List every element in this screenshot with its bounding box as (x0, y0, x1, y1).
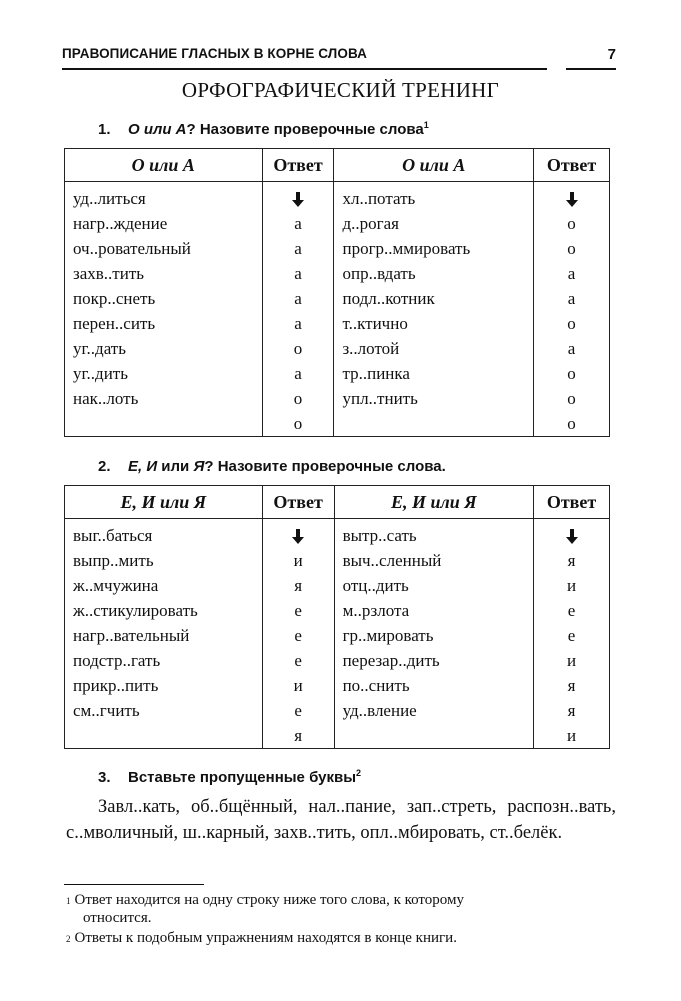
word-cell: уг..дать (65, 336, 263, 361)
word-cell: см..гчить (65, 698, 263, 723)
footnote-rule (64, 884, 204, 885)
header-rule (62, 68, 547, 70)
answer-cell: о (534, 211, 610, 236)
word-cell: покр..снеть (65, 286, 263, 311)
table-row (65, 648, 610, 673)
down-arrow-icon (565, 526, 579, 545)
answer-cell: а (262, 211, 334, 236)
word-cell: захв..тить (65, 261, 263, 286)
word-cell: вытр..сать (334, 519, 534, 549)
word-cell (65, 411, 263, 437)
table-row (65, 598, 610, 623)
footnote-mark: 2 (66, 934, 71, 944)
column-header-word: Е, И или Я (334, 486, 534, 519)
footnote-ref-1: 1 (423, 120, 429, 130)
answer-cell: о (534, 361, 610, 386)
task1-table (64, 148, 610, 437)
footnote-text-continued: относится. (83, 910, 152, 926)
table-row (65, 411, 610, 437)
table-row (65, 723, 610, 749)
answer-cell: я (534, 548, 610, 573)
word-cell (65, 723, 263, 749)
table-row (65, 698, 610, 723)
page-number: 7 (607, 46, 616, 63)
answer-cell: а (262, 236, 334, 261)
answer-cell: о (262, 411, 334, 437)
task3-exercise-text: Завл..кать, об..бщённый, нал..пание, зап..стреть, распозн..вать, с..мволичный, ш..карный, захв..тить, опл..мбировать, ст..белёк. (66, 797, 616, 843)
answer-arrow-cell (534, 519, 610, 549)
word-cell: ж..мчужина (65, 573, 263, 598)
answer-cell: а (534, 261, 610, 286)
page-number-rule (566, 68, 616, 70)
table-row (65, 519, 610, 549)
word-cell (334, 723, 534, 749)
word-cell: подстр..гать (65, 648, 263, 673)
answer-cell: о (262, 386, 334, 411)
table-row (65, 623, 610, 648)
answer-arrow-cell (262, 519, 334, 549)
answer-cell: е (534, 623, 610, 648)
word-cell: м..рзлота (334, 598, 534, 623)
answer-cell: о (534, 386, 610, 411)
task1-heading (98, 120, 429, 138)
task3-heading (98, 768, 361, 786)
answer-cell: а (262, 361, 334, 386)
footnote-text: Ответ находится на одну строку ниже того слова, к которому (74, 892, 464, 908)
table-header-row (65, 149, 610, 182)
word-cell: уг..дить (65, 361, 263, 386)
table-row (65, 573, 610, 598)
footnote-mark: 1 (66, 896, 71, 906)
column-header-answer: Ответ (262, 149, 334, 182)
answer-cell: е (534, 598, 610, 623)
table-row (65, 548, 610, 573)
answer-cell: а (262, 286, 334, 311)
task2-italic: Е, И (128, 458, 158, 475)
answer-cell: о (534, 236, 610, 261)
answer-cell: а (262, 261, 334, 286)
table-row (65, 236, 610, 261)
word-cell: по..снить (334, 673, 534, 698)
down-arrow-icon (291, 189, 305, 208)
table-row (65, 386, 610, 411)
task2-table (64, 485, 610, 749)
section-title: ОРФОГРАФИЧЕСКИЙ ТРЕНИНГ (181, 78, 500, 102)
word-cell: выч..сленный (334, 548, 534, 573)
task2-heading (98, 458, 446, 475)
footnote-text: Ответы к подобным упражнениям находятся в конце книги. (74, 930, 457, 946)
answer-cell: а (262, 311, 334, 336)
answer-cell: о (262, 336, 334, 361)
task1-text: ? Назовите проверочные слова (186, 121, 424, 138)
column-header-word: Е, И или Я (65, 486, 263, 519)
down-arrow-icon (565, 189, 579, 208)
word-cell: упл..тнить (334, 386, 534, 411)
table-row (65, 361, 610, 386)
answer-cell: а (534, 336, 610, 361)
task3-number: 3. (98, 769, 111, 786)
table-row (65, 286, 610, 311)
table-row (65, 182, 610, 212)
down-arrow-icon (291, 526, 305, 545)
table-header-row (65, 486, 610, 519)
answer-cell: е (262, 648, 334, 673)
word-cell: д..рогая (334, 211, 534, 236)
word-cell: нагр..вательный (65, 623, 263, 648)
task3-text: Вставьте пропущенные буквы (128, 769, 357, 786)
running-title: ПРАВОПИСАНИЕ ГЛАСНЫХ В КОРНЕ СЛОВА (62, 46, 367, 61)
column-header-word: О или А (65, 149, 263, 182)
answer-cell: а (534, 286, 610, 311)
running-head (62, 46, 547, 70)
word-cell: т..ктично (334, 311, 534, 336)
answer-cell: е (262, 698, 334, 723)
column-header-answer: Ответ (534, 486, 610, 519)
answer-cell: о (534, 311, 610, 336)
word-cell: подл..котник (334, 286, 534, 311)
task1-number: 1. (98, 121, 111, 138)
table-row (65, 261, 610, 286)
word-cell: уд..литься (65, 182, 263, 212)
answer-cell: е (262, 623, 334, 648)
column-header-answer: Ответ (534, 149, 610, 182)
answer-cell: и (534, 723, 610, 749)
word-cell: нак..лоть (65, 386, 263, 411)
task1-italic: О или А (128, 121, 187, 138)
answer-arrow-cell (534, 182, 610, 212)
word-cell: тр..пинка (334, 361, 534, 386)
word-cell: прикр..пить (65, 673, 263, 698)
word-cell: уд..вление (334, 698, 534, 723)
answer-cell: и (534, 573, 610, 598)
word-cell: опр..вдать (334, 261, 534, 286)
page-number-box (566, 46, 616, 70)
answer-cell: я (262, 573, 334, 598)
word-cell: ж..стикулировать (65, 598, 263, 623)
task2-text: ? Назовите проверочные слова. (204, 458, 446, 475)
word-cell: перезар..дить (334, 648, 534, 673)
table-row (65, 311, 610, 336)
word-cell: выпр..мить (65, 548, 263, 573)
word-cell: гр..мировать (334, 623, 534, 648)
answer-cell: я (534, 698, 610, 723)
word-cell: перен..сить (65, 311, 263, 336)
footnote-ref-2: 2 (356, 768, 362, 778)
footnote-1 (66, 891, 616, 927)
task2-number: 2. (98, 458, 111, 475)
task2-italic-2: Я (193, 458, 205, 475)
answer-cell: о (534, 411, 610, 437)
word-cell: выг..баться (65, 519, 263, 549)
answer-cell: и (262, 548, 334, 573)
word-cell: оч..ровательный (65, 236, 263, 261)
word-cell: з..лотой (334, 336, 534, 361)
answer-arrow-cell (262, 182, 334, 212)
table-row (65, 673, 610, 698)
word-cell: нагр..ждение (65, 211, 263, 236)
word-cell: отц..дить (334, 573, 534, 598)
word-cell: прогр..ммировать (334, 236, 534, 261)
column-header-word: О или А (334, 149, 534, 182)
word-cell (334, 411, 534, 437)
table-row (65, 336, 610, 361)
answer-cell: е (262, 598, 334, 623)
answer-cell: я (262, 723, 334, 749)
answer-cell: и (262, 673, 334, 698)
column-header-answer: Ответ (262, 486, 334, 519)
table-row (65, 211, 610, 236)
task2-text-middle: или (157, 458, 194, 475)
answer-cell: я (534, 673, 610, 698)
word-cell: хл..потать (334, 182, 534, 212)
footnote-2 (66, 929, 616, 947)
answer-cell: и (534, 648, 610, 673)
